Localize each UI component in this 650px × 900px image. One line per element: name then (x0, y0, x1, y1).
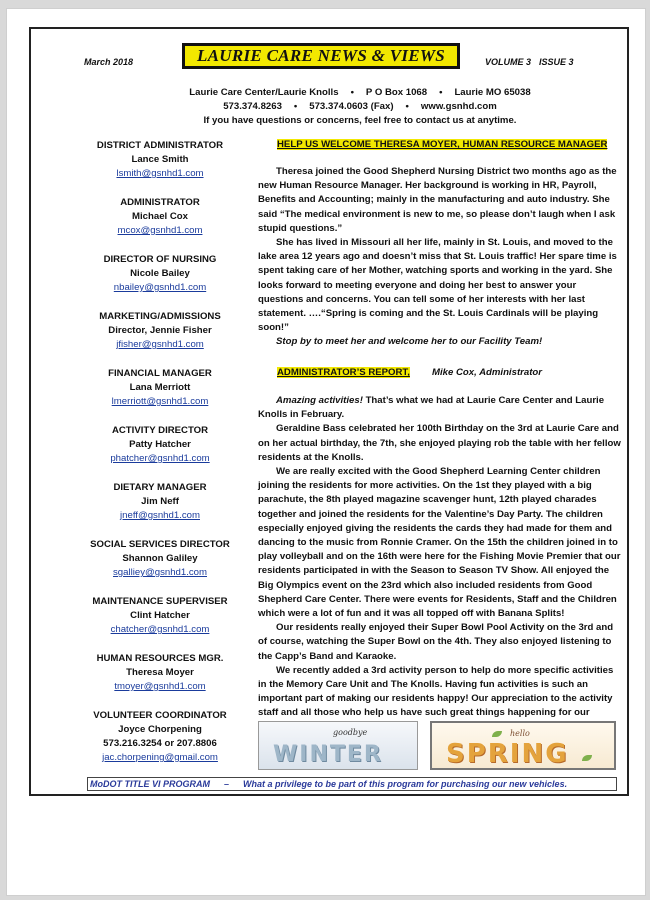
staff-role: VOLUNTEER COORDINATOR (93, 710, 227, 721)
staff-email-link[interactable]: mcox@gsnhd1.com (117, 225, 203, 236)
staff-name: Patty Hatcher (129, 439, 191, 450)
address-line-2 (140, 100, 580, 114)
article-heading-administrator-report: ADMINISTRATOR’S REPORT, (277, 367, 410, 378)
winter-text: WINTER (273, 742, 383, 767)
staff-name: Michael Cox (132, 211, 188, 222)
paragraph: Our residents really enjoyed their Super Bowl Pool Activity on the 3rd and of course, watching the Super Bowl on the 4th. They also enjoyed listening to the Capp’s Band and Karaoke. (258, 622, 614, 662)
staff-role: DISTRICT ADMINISTRATOR (96, 140, 224, 151)
spring-text: SPRING (446, 739, 569, 769)
staff-social-services-director (80, 538, 240, 580)
hello-spring-image (430, 721, 616, 770)
newsletter-title: LAURIE CARE NEWS & VIEWS (182, 43, 460, 69)
paragraph (258, 394, 624, 422)
staff-email-link[interactable]: lmerriott@gsnhd1.com (111, 396, 209, 407)
footer-program-name: MoDOT TITLE VI PROGRAM (90, 779, 210, 789)
staff-name: Clint Hatcher (130, 610, 190, 621)
staff-role: DIRECTOR OF NURSING (103, 254, 217, 265)
volume: VOLUME 3 (485, 57, 532, 67)
staff-role: ACTIVITY DIRECTOR (111, 425, 209, 436)
staff-human-resources-manager (80, 652, 240, 694)
staff-name: Shannon Galiley (122, 553, 198, 564)
footer-message: What a privilege to be part of this program for purchasing our new vehicles. (243, 779, 568, 789)
emphasis: Amazing activities! (276, 395, 363, 406)
staff-role: DIETARY MANAGER (113, 482, 207, 493)
paragraph: Stop by to meet her and welcome her to our Facility Team! (276, 336, 543, 348)
staff-district-administrator (80, 139, 240, 181)
staff-email-link[interactable]: phatcher@gsnhd1.com (110, 453, 210, 464)
staff-name: Theresa Moyer (126, 667, 194, 678)
article-byline: Mike Cox, Administrator (432, 367, 542, 378)
staff-name: Lana Merriott (129, 382, 191, 393)
bullet: • (405, 101, 409, 112)
leaf-icon (582, 755, 592, 761)
paragraph: Geraldine Bass celebrated her 100th Birthday on the 3rd at Laurie Care and on her actual birthday, the 7th, she enjoyed playing rob the table with her fellow residents at the Knolls. (258, 423, 621, 463)
hello-text: hello (510, 729, 530, 738)
bullet: • (350, 87, 354, 98)
goodbye-text: goodbye (333, 728, 368, 737)
staff-role: HUMAN RESOURCES MGR. (96, 653, 224, 664)
paragraph: She has lived in Missouri all her life, mainly in St. Louis, and moved to the lake area 12 years ago and doesn’t miss that St. Louis traffic! Her spare time is spent taking care of her Mother, watching sports and working in the yard. She looks forward to meeting everyone and doing her best to answer your questions and concerns. You can tell some of her interests with her last statement. ….“Spring is coming and the St. Louis Cardinals will be playing soon!” (258, 237, 617, 334)
staff-name: Joyce Chorpening (118, 724, 202, 735)
issue: ISSUE 3 (539, 57, 574, 67)
website-link[interactable]: www.gsnhd.com (420, 101, 497, 112)
paragraph: Theresa joined the Good Shepherd Nursing District two months ago as the new Human Resource Manager. Her background is working in HR, Payroll, Benefits and Accounting; mainly in the manufacturing and auto industry. She said “The medical environment is new to me, so please don’t laugh when I ask stupid questions.” (258, 166, 617, 234)
footer-dash: – (224, 779, 230, 789)
phone: 573.374.8263 (223, 101, 282, 112)
footer-banner (87, 777, 617, 791)
bullet: • (439, 87, 443, 98)
staff-financial-manager (80, 367, 240, 409)
staff-administrator (80, 196, 240, 238)
paragraph: We are really excited with the Good Shepherd Learning Center children joining the residents for more activities. On the 1st they played with a big parachute, the 8th played magazine scavenger hunt, 12th played charades together and joined the residents for the Valentine’s Day Party. The children especially enjoyed giving the residents the cards they had made for them and dancing to the music from Ronnie Cramer. On the 15th the children joined in to play volleyball and on the 16th were here for the Fishing Movie Premier that our residents participated in with the Season to Season TV Show. All enjoyed the Big Olympics event on the 23rd which also included residents from Good Shepherd Care Center. There were events for Residents, Staff and the Children which were a lot of fun and it was all topped off with Banana Splits! (258, 466, 621, 620)
staff-email-link[interactable]: chatcher@gsnhd1.com (110, 624, 210, 635)
staff-email-link[interactable]: nbailey@gsnhd1.com (113, 282, 207, 293)
volume-issue (485, 57, 582, 67)
paragraph: We recently added a 3rd activity person to help do more specific activities in the Memory Care Unit and The Knolls. Having fun activities is such an important part of making our residents happy! Our appreciation to the activity staff and all those who help us have such great things happening for our (258, 664, 614, 719)
staff-name: Lance Smith (131, 154, 189, 165)
org-name: Laurie Care Center/Laurie Knolls (189, 87, 339, 98)
staff-name: Nicole Bailey (130, 268, 190, 279)
article-heading-welcome: HELP US WELCOME THERESA MOYER, HUMAN RESOURCE MANAGER (277, 139, 608, 150)
staff-email-link[interactable]: tmoyer@gsnhd1.com (114, 681, 206, 692)
goodbye-winter-image (258, 721, 418, 770)
staff-role: ADMINISTRATOR (120, 197, 200, 208)
contact-note: If you have questions or concerns, feel free to contact us at anytime. (203, 115, 517, 126)
staff-email-link[interactable]: sgalliey@gsnhd1.com (113, 567, 207, 578)
issue-date: March 2018 (84, 57, 134, 67)
staff-director-of-nursing (80, 253, 240, 295)
staff-activity-director (80, 424, 240, 466)
staff-role: SOCIAL SERVICES DIRECTOR (90, 539, 230, 550)
leaf-icon (492, 731, 502, 737)
staff-role: MAINTENANCE SUPERVISER (92, 596, 228, 607)
staff-email-link[interactable]: jneff@gsnhd1.com (120, 510, 200, 521)
article-welcome-body (258, 165, 624, 350)
bullet: • (293, 101, 298, 112)
staff-marketing-admissions (80, 310, 240, 352)
staff-role: FINANCIAL MANAGER (108, 368, 212, 379)
staff-email-link[interactable]: jac.chorpening@gmail.com (102, 752, 218, 763)
staff-name: Director, Jennie Fisher (108, 325, 212, 336)
staff-dietary-manager (80, 481, 240, 523)
article-report-body (258, 394, 624, 735)
fax: 573.374.0603 (Fax) (309, 101, 394, 112)
staff-email-link[interactable]: lsmith@gsnhd1.com (116, 168, 204, 179)
paragraph-text: That’s what we had at Laurie Care Center and Laurie Knolls in February. (258, 395, 605, 421)
staff-volunteer-coordinator (80, 709, 240, 765)
staff-phone: 573.216.3254 or 207.8806 (103, 738, 217, 749)
staff-name: Jim Neff (141, 496, 179, 507)
staff-role: MARKETING/ADMISSIONS (99, 311, 221, 322)
staff-email-link[interactable]: jfisher@gsnhd1.com (116, 339, 204, 350)
city-state-zip: Laurie MO 65038 (454, 87, 531, 98)
address-line-1 (140, 86, 580, 100)
po-box: P O Box 1068 (365, 87, 428, 98)
staff-maintenance-supervisor (80, 595, 240, 637)
